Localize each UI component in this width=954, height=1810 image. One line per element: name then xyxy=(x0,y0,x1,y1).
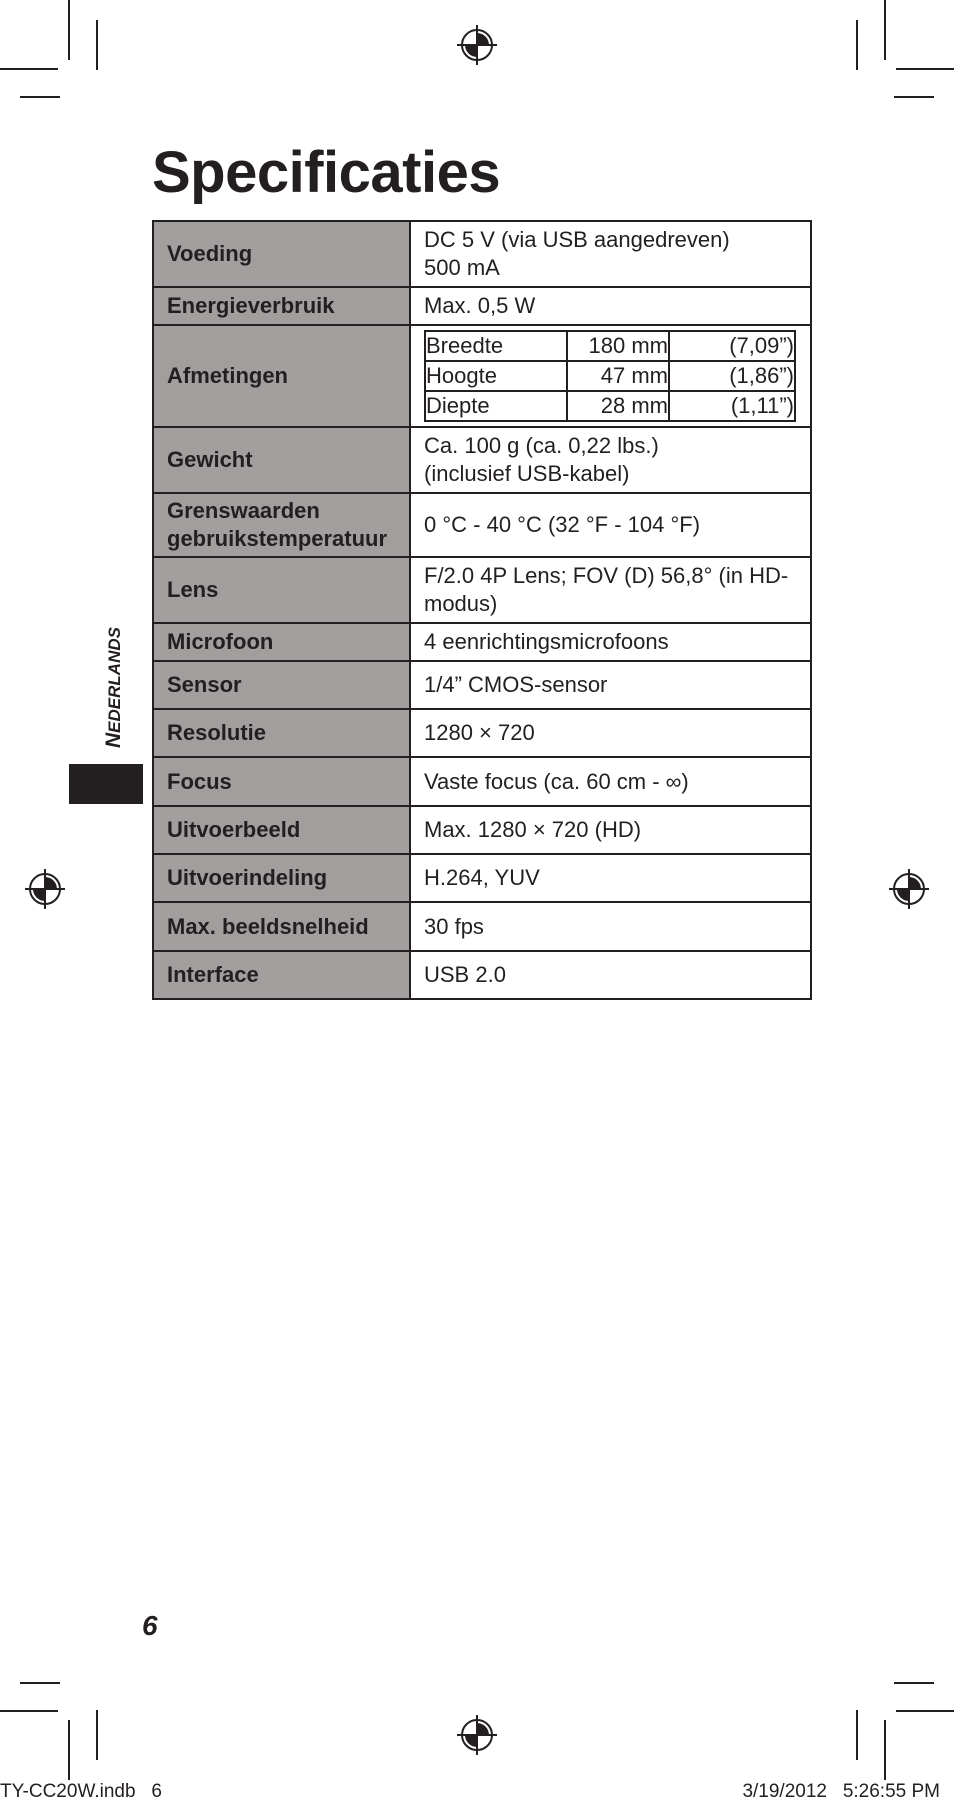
crop-mark xyxy=(856,1710,858,1760)
language-tab-marker xyxy=(69,764,143,804)
registration-mark-icon xyxy=(889,869,929,909)
language-side-label: NEDERLANDS xyxy=(102,627,125,748)
spec-label: Max. beeldsnelheid xyxy=(153,902,410,951)
crop-mark xyxy=(896,1710,954,1712)
table-row xyxy=(153,623,811,661)
table-row xyxy=(153,557,811,623)
table-row xyxy=(153,661,811,709)
spec-label: Microfoon xyxy=(153,623,410,661)
table-row xyxy=(153,427,811,493)
spec-label: Gewicht xyxy=(153,427,410,493)
spec-value: Vaste focus (ca. 60 cm - ∞) xyxy=(410,757,811,806)
spec-label: Voeding xyxy=(153,221,410,287)
crop-mark xyxy=(20,96,60,98)
footer-file-name: TY-CC20W.indb 6 xyxy=(0,1781,162,1802)
page-title: Specificaties xyxy=(152,140,501,205)
spec-label: Interface xyxy=(153,951,410,999)
spec-value: USB 2.0 xyxy=(410,951,811,999)
spec-value: Max. 0,5 W xyxy=(410,287,811,325)
table-row xyxy=(153,287,811,325)
spec-label: Uitvoerindeling xyxy=(153,854,410,902)
spec-value xyxy=(410,325,811,427)
spec-value: 30 fps xyxy=(410,902,811,951)
spec-value: 4 eenrichtingsmicrofoons xyxy=(410,623,811,661)
table-row xyxy=(153,902,811,951)
spec-label: Focus xyxy=(153,757,410,806)
table-row xyxy=(153,951,811,999)
crop-mark xyxy=(68,0,70,60)
registration-mark-icon xyxy=(457,1715,497,1755)
page-number: 6 xyxy=(142,1610,158,1641)
table-row xyxy=(153,854,811,902)
table-row xyxy=(153,757,811,806)
table-row xyxy=(153,806,811,854)
spec-value: F/2.0 4P Lens; FOV (D) 56,8° (in HD- modus) xyxy=(410,557,811,623)
crop-mark xyxy=(884,1720,886,1780)
crop-mark xyxy=(96,1710,98,1760)
crop-mark xyxy=(856,20,858,70)
crop-mark xyxy=(884,0,886,60)
specifications-table xyxy=(152,220,812,1000)
crop-mark xyxy=(20,1682,60,1684)
spec-value: H.264, YUV xyxy=(410,854,811,902)
footer-timestamp: 3/19/2012 5:26:55 PM xyxy=(742,1781,940,1802)
dimensions-list xyxy=(424,330,796,422)
spec-label: Afmetingen xyxy=(153,325,410,427)
spec-value: DC 5 V (via USB aangedreven) 500 mA xyxy=(410,221,811,287)
table-row xyxy=(153,221,811,287)
spec-label: Sensor xyxy=(153,661,410,709)
spec-label: Uitvoerbeeld xyxy=(153,806,410,854)
crop-mark xyxy=(894,1682,934,1684)
crop-mark xyxy=(0,68,58,70)
crop-mark xyxy=(894,96,934,98)
crop-mark xyxy=(68,1720,70,1780)
crop-mark xyxy=(896,68,954,70)
registration-mark-icon xyxy=(25,869,65,909)
spec-label: Resolutie xyxy=(153,709,410,757)
spec-label: Energieverbruik xyxy=(153,287,410,325)
table-row xyxy=(153,493,811,557)
dimension-row: Breedte 180 mm (7,09”) xyxy=(425,331,795,361)
dimension-row: Diepte 28 mm (1,11”) xyxy=(425,391,795,421)
crop-mark xyxy=(0,1710,58,1712)
spec-value: 1280 × 720 xyxy=(410,709,811,757)
spec-value: Ca. 100 g (ca. 0,22 lbs.) (inclusief USB-kabel) xyxy=(410,427,811,493)
crop-mark xyxy=(96,20,98,70)
spec-value: 0 °C - 40 °C (32 °F - 104 °F) xyxy=(410,493,811,557)
table-row xyxy=(153,709,811,757)
table-row xyxy=(153,325,811,427)
spec-label: Lens xyxy=(153,557,410,623)
spec-label: Grenswaarden gebruikstemperatuur xyxy=(153,493,410,557)
spec-value: 1/4” CMOS-sensor xyxy=(410,661,811,709)
dimension-row: Hoogte 47 mm (1,86”) xyxy=(425,361,795,391)
spec-value: Max. 1280 × 720 (HD) xyxy=(410,806,811,854)
registration-mark-icon xyxy=(457,25,497,65)
